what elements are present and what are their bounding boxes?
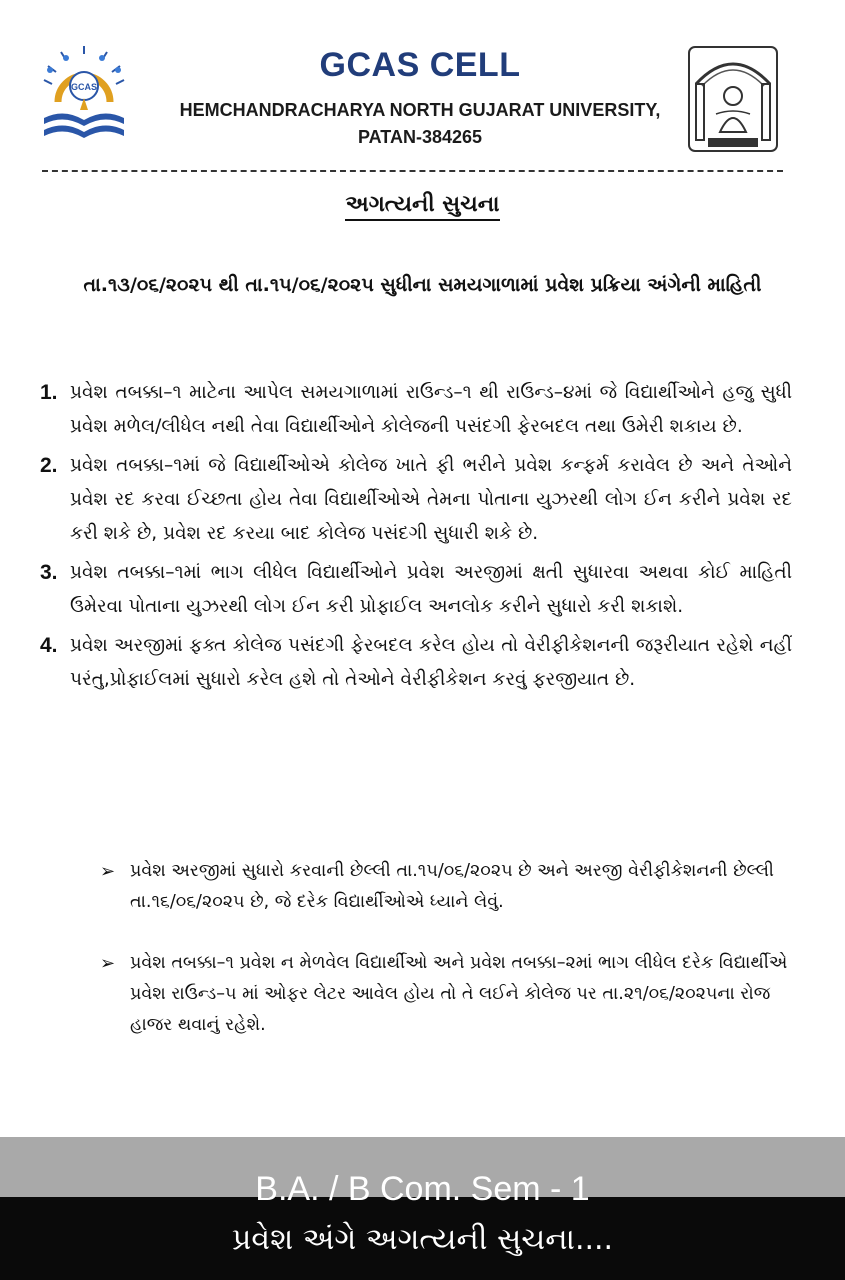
bullet-item: ➢ પ્રવેશ અરજીમાં સુધારો કરવાની છેલ્લી તા.૧૫/૦૬/૨૦૨૫ છે અને અરજી વેરીફીકેશનની છેલ્લી તા.૧૬/૦૬/૨૦૨૫ છે, જે દરેક વિદ્યાર્થીઓએ ધ્યાને લેવું. [100, 856, 790, 918]
header-divider [42, 170, 783, 172]
list-item: 3. પ્રવેશ તબક્કા–૧માં ભાગ લીધેલ વિદ્યાર્થીઓને પ્રવેશ અરજીમાં ક્ષતી સુધારવા અથવા કોઈ માહિતી ઉમેરવા પોતાના યુઝરથી લોગ ઈન કરી પ્રોફાઈલ અનલોક કરીને સુધારો કરી શકાશે. [40, 561, 792, 617]
university-location: PATAN-384265 [357, 127, 483, 147]
arrow-bullet-icon: ➢ [100, 953, 116, 974]
list-item: 1. પ્રવેશ તબક્કા–૧ માટેના આપેલ સમયગાળામાં રાઉન્ડ–૧ થી રાઉન્ડ–૪માં જે વિદ્યાર્થીઓને હજુ સુધી પ્રવેશ મળેલ/લીધેલ નથી તેવા વિદ્યાર્થીઓને કોલેજની પસંદગી ફેરબદલ તથા ઉમેરી શકાય છે. [40, 381, 792, 437]
notice-points [40, 376, 792, 702]
notice-bullets [100, 856, 790, 1071]
gcas-logo-icon [36, 44, 132, 148]
university-emblem-icon [686, 44, 780, 154]
list-item: 2. પ્રવેશ તબક્કા–૧માં જે વિદ્યાર્થીઓએ કોલેજ ખાતે ફી ભરીને પ્રવેશ કન્ફર્મ કરાવેલ છે અને તેઓને પ્રવેશ રદ કરવા ઈચ્છતા હોય તેવા વિદ્યાર્થીઓએ તેમના પોતાના યુઝરથી લોગ ઈન કરીને પ્રવેશ રદ કરી શકે છે, પ્રવેશ રદ કરયા બાદ કોલેજ પસંદગી સુધારી શકે છે. [40, 454, 792, 544]
caption-course: B.A. / B Com. Sem - 1 [255, 1170, 590, 1208]
svg-text:GCAS: GCAS [70, 82, 98, 92]
bullet-item: ➢ પ્રવેશ તબક્કા–૧ પ્રવેશ ન મેળવેલ વિદ્યાર્થીઓ અને પ્રવેશ તબક્કા–૨માં ભાગ લીધેલ દરેક વિદ્યાર્થીએ પ્રવેશ રાઉન્ડ–૫ માં ઓફર લેટર આવેલ હોય તો તે લઈને કોલેજ પર તા.૨૧/૦૬/૨૦૨૫ના રોજ હાજર થવાનું રહેશે. [100, 948, 790, 1041]
list-item: 4. પ્રવેશ અરજીમાં ફક્ત કોલેજ પસંદગી ફેરબદલ કરેલ હોય તો વેરીફીકેશનની જરૂરીયાત રહેશે નહીં પરંતુ,પ્રોફાઈલમાં સુધારો કરેલ હશે તો તેઓને વેરીફીકેશન કરવું ફરજીયાત છે. [40, 634, 792, 690]
caption-notice: પ્રવેશ અંગે અગત્યની સુચના.... [231, 1222, 614, 1257]
arrow-bullet-icon: ➢ [100, 861, 116, 882]
cell-title: GCAS CELL [319, 46, 521, 84]
notice-subheading: તા.૧૩/૦૬/૨૦૨૫ થી તા.૧૫/૦૬/૨૦૨૫ સુધીના સમયગાળામાં પ્રવેશ પ્રક્રિયા અંગેની માહિતી [83, 274, 762, 296]
university-name: HEMCHANDRACHARYA NORTH GUJARAT UNIVERSITY, [179, 100, 661, 120]
letterhead [0, 0, 845, 170]
notice-heading: અગત્યની સુચના [0, 192, 845, 217]
